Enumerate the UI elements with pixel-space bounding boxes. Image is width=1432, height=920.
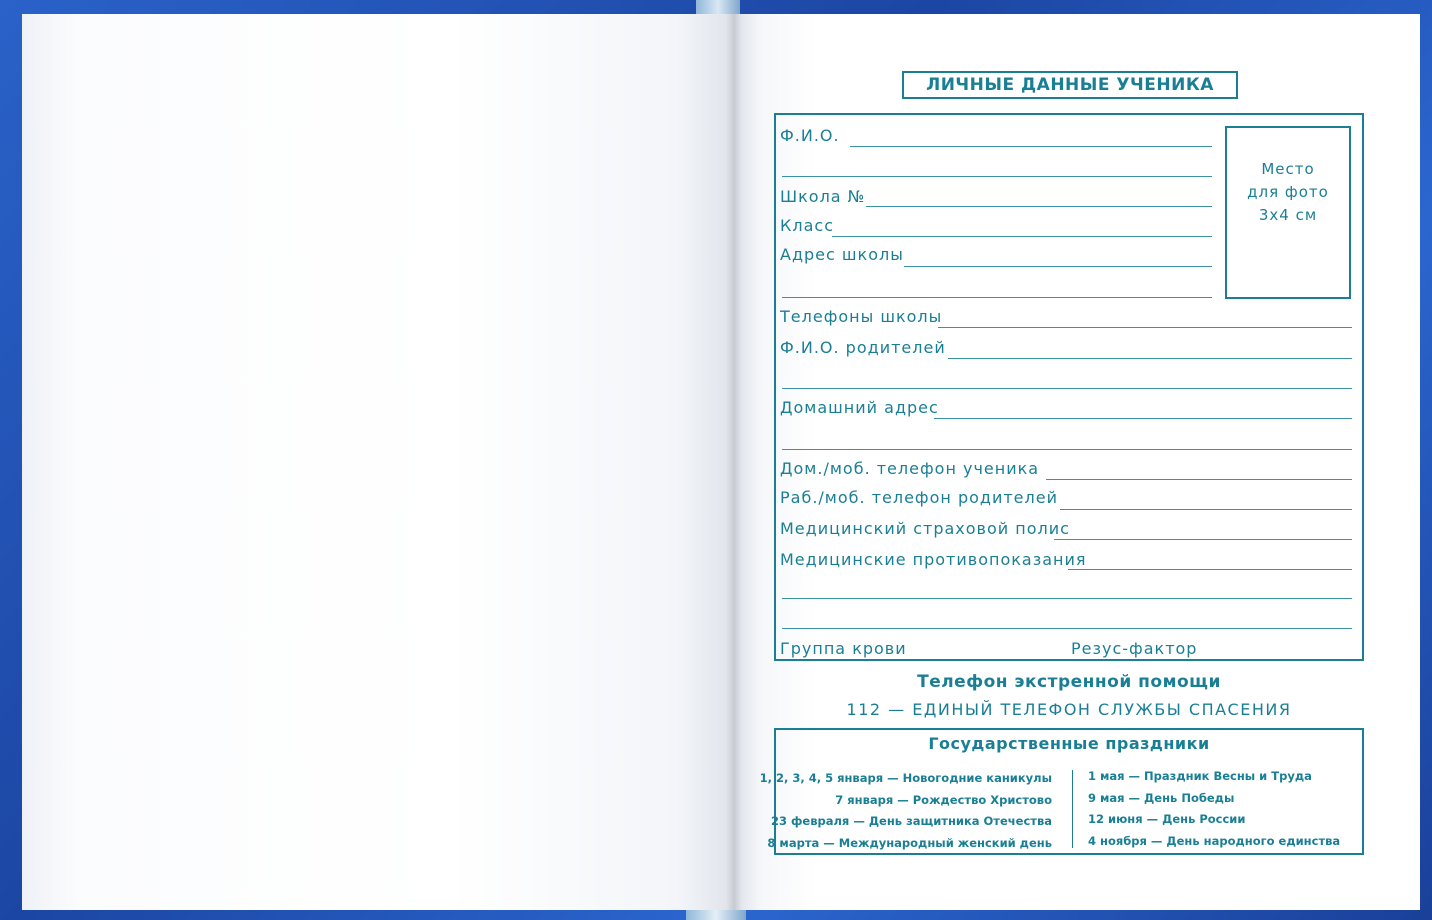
- field-label-parents-fio: Ф.И.О. родителей: [780, 338, 946, 357]
- holidays-divider: [1072, 770, 1073, 848]
- field-label-contraindications: Медицинские противопоказания: [780, 550, 1087, 569]
- holiday-item: 7 января — Рождество Христово: [835, 792, 1052, 807]
- write-line: [782, 449, 1352, 450]
- write-line: [866, 206, 1212, 207]
- write-line: [1046, 479, 1352, 480]
- write-line: [782, 598, 1352, 599]
- holiday-item: 8 марта — Международный женский день: [767, 835, 1052, 850]
- write-line: [850, 146, 1212, 147]
- field-label-fio: Ф.И.О.: [780, 126, 840, 145]
- write-line: [782, 297, 1212, 298]
- field-label-insurance: Медицинский страховой полис: [780, 519, 1070, 538]
- holidays-right-column: [1088, 766, 1340, 852]
- write-line: [782, 176, 1212, 177]
- field-label-rh-factor: Резус-фактор: [1071, 639, 1198, 658]
- field-label-school-address: Адрес школы: [780, 245, 904, 264]
- write-line: [782, 388, 1352, 389]
- photo-label-line-2: для фото: [1247, 183, 1329, 201]
- field-label-school-phones: Телефоны школы: [780, 307, 943, 326]
- write-line: [948, 358, 1352, 359]
- emergency-title: Телефон экстренной помощи: [917, 672, 1221, 692]
- photo-label-line-1: Место: [1261, 160, 1315, 178]
- write-line: [1060, 509, 1352, 510]
- left-page-blank: [22, 14, 734, 910]
- holiday-item: 1 мая — Праздник Весны и Труда: [1088, 769, 1312, 783]
- write-line: [934, 418, 1352, 419]
- write-line: [782, 628, 1352, 629]
- holidays-left-column: [760, 768, 1052, 854]
- spine-shadow: [726, 14, 742, 910]
- holiday-item: 23 февраля — День защитника Отечества: [771, 814, 1052, 828]
- holiday-item: 1, 2, 3, 4, 5 января — Новогодние каникулы: [759, 771, 1052, 785]
- field-label-school: Школа №: [780, 187, 866, 206]
- field-label-home-address: Домашний адрес: [780, 398, 939, 417]
- field-label-parents-phone: Раб./моб. телефон родителей: [780, 488, 1058, 507]
- write-line: [1068, 569, 1352, 570]
- holiday-item: 4 ноября — День народного единства: [1088, 833, 1341, 848]
- write-line: [1054, 539, 1352, 540]
- holiday-item: 12 июня — День России: [1088, 812, 1246, 826]
- holiday-item: 9 мая — День Победы: [1088, 790, 1235, 805]
- field-label-class: Класс: [780, 216, 834, 235]
- holidays-box: [759, 728, 1364, 855]
- page-title: ЛИЧНЫЕ ДАННЫЕ УЧЕНИКА: [902, 71, 1238, 99]
- write-line: [832, 236, 1212, 237]
- emergency-number: 112 — ЕДИНЫЙ ТЕЛЕФОН СЛУЖБЫ СПАСЕНИЯ: [846, 700, 1292, 719]
- binding-top: [696, 0, 740, 14]
- field-label-student-phone: Дом./моб. телефон ученика: [780, 459, 1040, 478]
- photo-label-line-3: 3х4 см: [1258, 206, 1318, 224]
- field-label-blood-group: Группа крови: [780, 639, 907, 658]
- write-line: [904, 266, 1212, 267]
- photo-placeholder: [1225, 126, 1351, 299]
- holidays-title: Государственные праздники: [928, 734, 1210, 753]
- write-line: [938, 327, 1352, 328]
